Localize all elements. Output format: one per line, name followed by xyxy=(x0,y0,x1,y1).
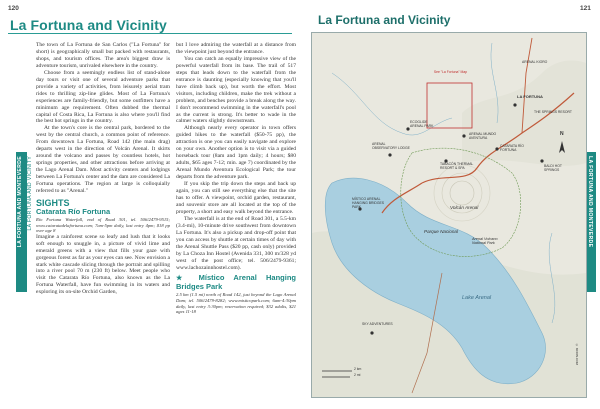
map-scale-km: 2 km xyxy=(354,367,362,371)
map-label-ecoglide: ECOGLIDE ARENAL PARK xyxy=(410,120,434,128)
col2-p1: but I love admiring the waterfall at a distance from the viewpoint just beyond the entrance. xyxy=(176,42,296,55)
col2-p4: If you skip the trip down the steps and back up again, you can still see everything else that the site has to offer. A viewpoint, orchid garden, restaurant, and souvenir store are all located at the top of the property, a short and easy walk beyond the entrance. xyxy=(176,181,296,215)
col1-p2: Choose from a seemingly endless list of stand-alone day tours or visit one of several adventure parks that provide a variety of activities, from leisurely aerial tram rides to thrilling zip-line glides. Most of La Fortuna's experiences are family-friendly, but some outfitters have a minimum age requirement. Often dubbed the thermal capital of Costa Rica, La Fortuna is also where you'll find the best hot springs in the country. xyxy=(36,69,170,125)
col2-p3: Although nearly every operator in town offers guided hikes to the waterfall ($50-75 pp), the attraction is one you can easily navigate and explore on your own. Another option is to visit via a guided horseback tour (8am and 1pm daily; 4 hours; $80 adults, $65 ages 7-12; min. age 7) coordinated by the Arenal Mundo Aventura Ecological Park; the tour departs from the adventure park. xyxy=(176,125,296,181)
column-2 xyxy=(176,42,296,315)
cataratas-info: Río Fortuna Waterfall, end of Road 301, tel. 506/2479-9515; www.cataratadelafortuna.com; 7am-5pm daily, last entry 4pm; $18 pp over age 8 xyxy=(36,216,170,234)
map-label-parque: Parque Nacional xyxy=(424,229,458,234)
north-icon: N xyxy=(560,131,564,137)
section-title: La Fortuna and Vicinity xyxy=(10,17,167,33)
map-label-hanging-bridges: MÍSTICO ARENAL HANGING BRIDGES PARK xyxy=(352,197,385,209)
map-title: La Fortuna and Vicinity xyxy=(318,13,451,27)
map-label-tabacon: TABACÓN THERMAL RESORT & SPA xyxy=(440,162,474,170)
map-label-mundo-aventura: ARENAL MUNDO AVENTURA xyxy=(469,132,497,140)
map-label-la-fortuna: LA FORTUNA xyxy=(517,94,543,99)
map-label-sky-adventures: SKY ADVENTURES xyxy=(362,322,393,326)
left-sidebar-sub: LA FORTUNA AND VICINITY xyxy=(27,156,33,231)
col2-p5: The waterfall is at the end of Road 301, a 5.5-km (3.4-mi), 10-minute drive southwest from downtown La Fortuna. It's also a pickup and drop-off point that you can access by shuttle at certain times of day with the Arenal Shuttle Pass ($20 pp, cash only) provided by La Choza Inn Hostel (Avenida 331, 300 m/328 yd west of the post office; tel. 506/2479-9361; www.lachozainnhostel.com). xyxy=(176,215,296,271)
mistico-label: Místico Arenal Hanging Bridges Park xyxy=(176,273,296,292)
column-1 xyxy=(36,42,170,296)
title-rule xyxy=(8,33,292,34)
map-label-see-detail: See "La Fortuna" Map xyxy=(433,70,468,74)
cataratas-heading: Catarata Río Fortuna xyxy=(36,206,111,216)
map-label-observatory: ARENAL OBSERVATORY LODGE xyxy=(372,142,410,150)
col1-p3: At the town's core is the central park, bordered to the west by the central church, a common point of reference. From downtown La Fortuna, Road 142 (the main drag) departs west in the direction of Volcán Arenal. It skirts around the volcano and passes by countless hotels, hot springs properties, and other attractions before arriving at the Lago Arenal Dam. Most activity centers and lodgings between La Fortuna's center and the dam are considered La Fortuna operations. The region at large is colloquially referred to as "Arenal." xyxy=(36,125,170,195)
right-sidebar-label: LA FORTUNA AND MONTEVERDE xyxy=(587,156,593,248)
map-label-national-park: Arenal Volcano National Park xyxy=(472,237,498,245)
map-label-baldi: BALDI HOT SPRINGS xyxy=(544,164,562,172)
map-label-arenal-kioro: ARENAL KIORO xyxy=(522,60,548,64)
map xyxy=(311,32,587,398)
map-label-catarata: CATARATA RÍO FORTUNA xyxy=(500,144,524,152)
left-sidebar-label: LA FORTUNA AND MONTEVERDE xyxy=(17,156,23,248)
page-number-left: 120 xyxy=(8,5,19,12)
map-credit: © MOON.COM xyxy=(574,343,579,365)
col1-p1: The town of La Fortuna de San Carlos ("La Fortuna" for short) is geographically small but packed with restaurants, shops, and tourism offices. The area's biggest draw is adventure tourism, unrivaled elsewhere in the country. xyxy=(36,42,170,69)
col2-p2: You can catch an equally impressive view of the powerful waterfall from its base. The trail of 517 steps that leads down to the waterfall from the entrance is daunting (especially knowing that you'll have climb back up), but worth the effort. Most visitors, including children, make the trek without a problem, and benches provide a break along the way. I don't recommend swimming in the waterfall's pool as the current is strong. It's better to wade in the calmer waters slightly downstream. xyxy=(176,55,296,125)
sights-heading: SIGHTS xyxy=(36,197,70,208)
star-icon: ★ xyxy=(176,275,190,283)
mistico-info: 2.5 km (1.5 mi) north of Road 142, just beyond the Lago Arenal Dam; tel. 506/2479-8282; www.misticopark.com; 6am-4:30pm daily, last entry 3:30pm; reservation required; $32 adults, $21 ages 11-18 xyxy=(176,292,296,315)
map-label-lake: Lake Arenal xyxy=(462,295,492,301)
mistico-heading xyxy=(176,274,296,291)
map-label-springs: THE SPRINGS RESORT xyxy=(534,110,572,114)
col1-p4: Imagine a rainforest scene so leafy and lush that it looks soft enough to snuggle in, a picture of vivid lime and emerald greens with a view that fills your gaze with gorgeous forest as far as your eyes can see. Now envision a stark white cascade slicing through the portrait and spilling into a river pool 70 m (230 ft) below. Meet people who visit the Catarata Río Fortuna, also known as the La Fortuna Waterfall, have fun swimming in its waters and exploring its on-site Orchid Garden, xyxy=(36,233,170,296)
map-graphic xyxy=(312,33,586,397)
map-label-volcano: Volcán Arenal xyxy=(450,205,479,210)
map-scale-mi: 2 mi xyxy=(354,373,361,377)
page-number-right: 121 xyxy=(580,5,591,12)
